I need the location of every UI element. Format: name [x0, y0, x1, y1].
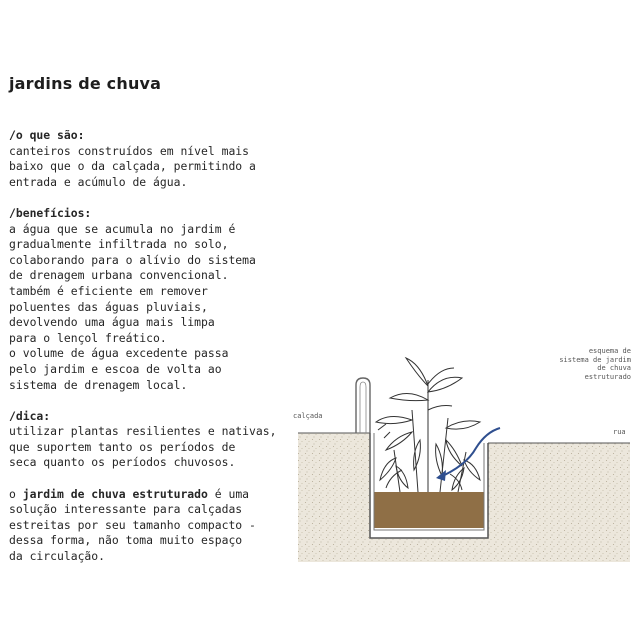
text-line: da circulação.	[9, 549, 106, 564]
section-dica	[9, 409, 279, 471]
section-estruturado	[9, 487, 279, 565]
railing-icon	[356, 378, 370, 433]
text-line: colaborando para o alívio do sistema	[9, 252, 256, 267]
text-line: entrada e acúmulo de água.	[9, 174, 188, 189]
text-line: canteiros construídos em nível mais	[9, 143, 250, 158]
text-line-intro	[9, 487, 279, 503]
text-line: dessa forma, não toma muito espaço	[9, 533, 243, 548]
text-line: que suportem tanto os períodos de	[9, 439, 236, 454]
text-line: também é eficiente em remover	[9, 283, 208, 298]
text-line: para o lençol freático.	[9, 330, 167, 345]
intro-bold-term: jardim de chuva estruturado	[22, 486, 208, 501]
text-line: a água que se acumula no jardim é	[9, 221, 236, 236]
section-beneficios	[9, 206, 279, 393]
text-line: baixo que o da calçada, permitindo a	[9, 159, 256, 174]
section-o-que-sao	[9, 128, 279, 190]
section-heading: /o que são:	[9, 128, 85, 142]
text-line: utilizar plantas resilientes e nativas,	[9, 424, 277, 439]
text-line: seca quanto os períodos chuvosos.	[9, 455, 236, 470]
label-esquema	[545, 347, 631, 381]
label-esquema-line: sistema de jardim	[559, 355, 631, 364]
text-line: pelo jardim e escoa de volta ao	[9, 361, 222, 376]
text-line: gradualmente infiltrada no solo,	[9, 237, 229, 252]
text-line: de drenagem urbana convencional.	[9, 268, 229, 283]
label-esquema-line: esquema de	[588, 347, 631, 355]
text-line: solução interessante para calçadas	[9, 502, 243, 517]
label-rua: rua	[613, 428, 626, 436]
text-line: o volume de água excedente passa	[9, 346, 229, 361]
text-line: devolvendo uma água mais limpa	[9, 315, 215, 330]
section-heading: /benefícios:	[9, 205, 92, 220]
intro-prefix: o	[9, 486, 23, 501]
label-esquema-line: estruturado	[584, 372, 631, 381]
label-esquema-line: de chuva	[597, 364, 631, 372]
text-line: sistema de drenagem local.	[9, 377, 188, 392]
page-title: jardins de chuva	[9, 74, 162, 93]
intro-suffix: é uma	[207, 486, 250, 501]
text-line: estreitas por seu tamanho compacto -	[9, 517, 256, 532]
railing-icon-inner	[360, 382, 366, 433]
substrate-layer	[374, 492, 484, 528]
text-line: poluentes das águas pluviais,	[9, 299, 208, 314]
section-heading: /dica:	[9, 408, 51, 423]
label-calcada: calçada	[293, 412, 323, 420]
text-column	[9, 128, 279, 580]
